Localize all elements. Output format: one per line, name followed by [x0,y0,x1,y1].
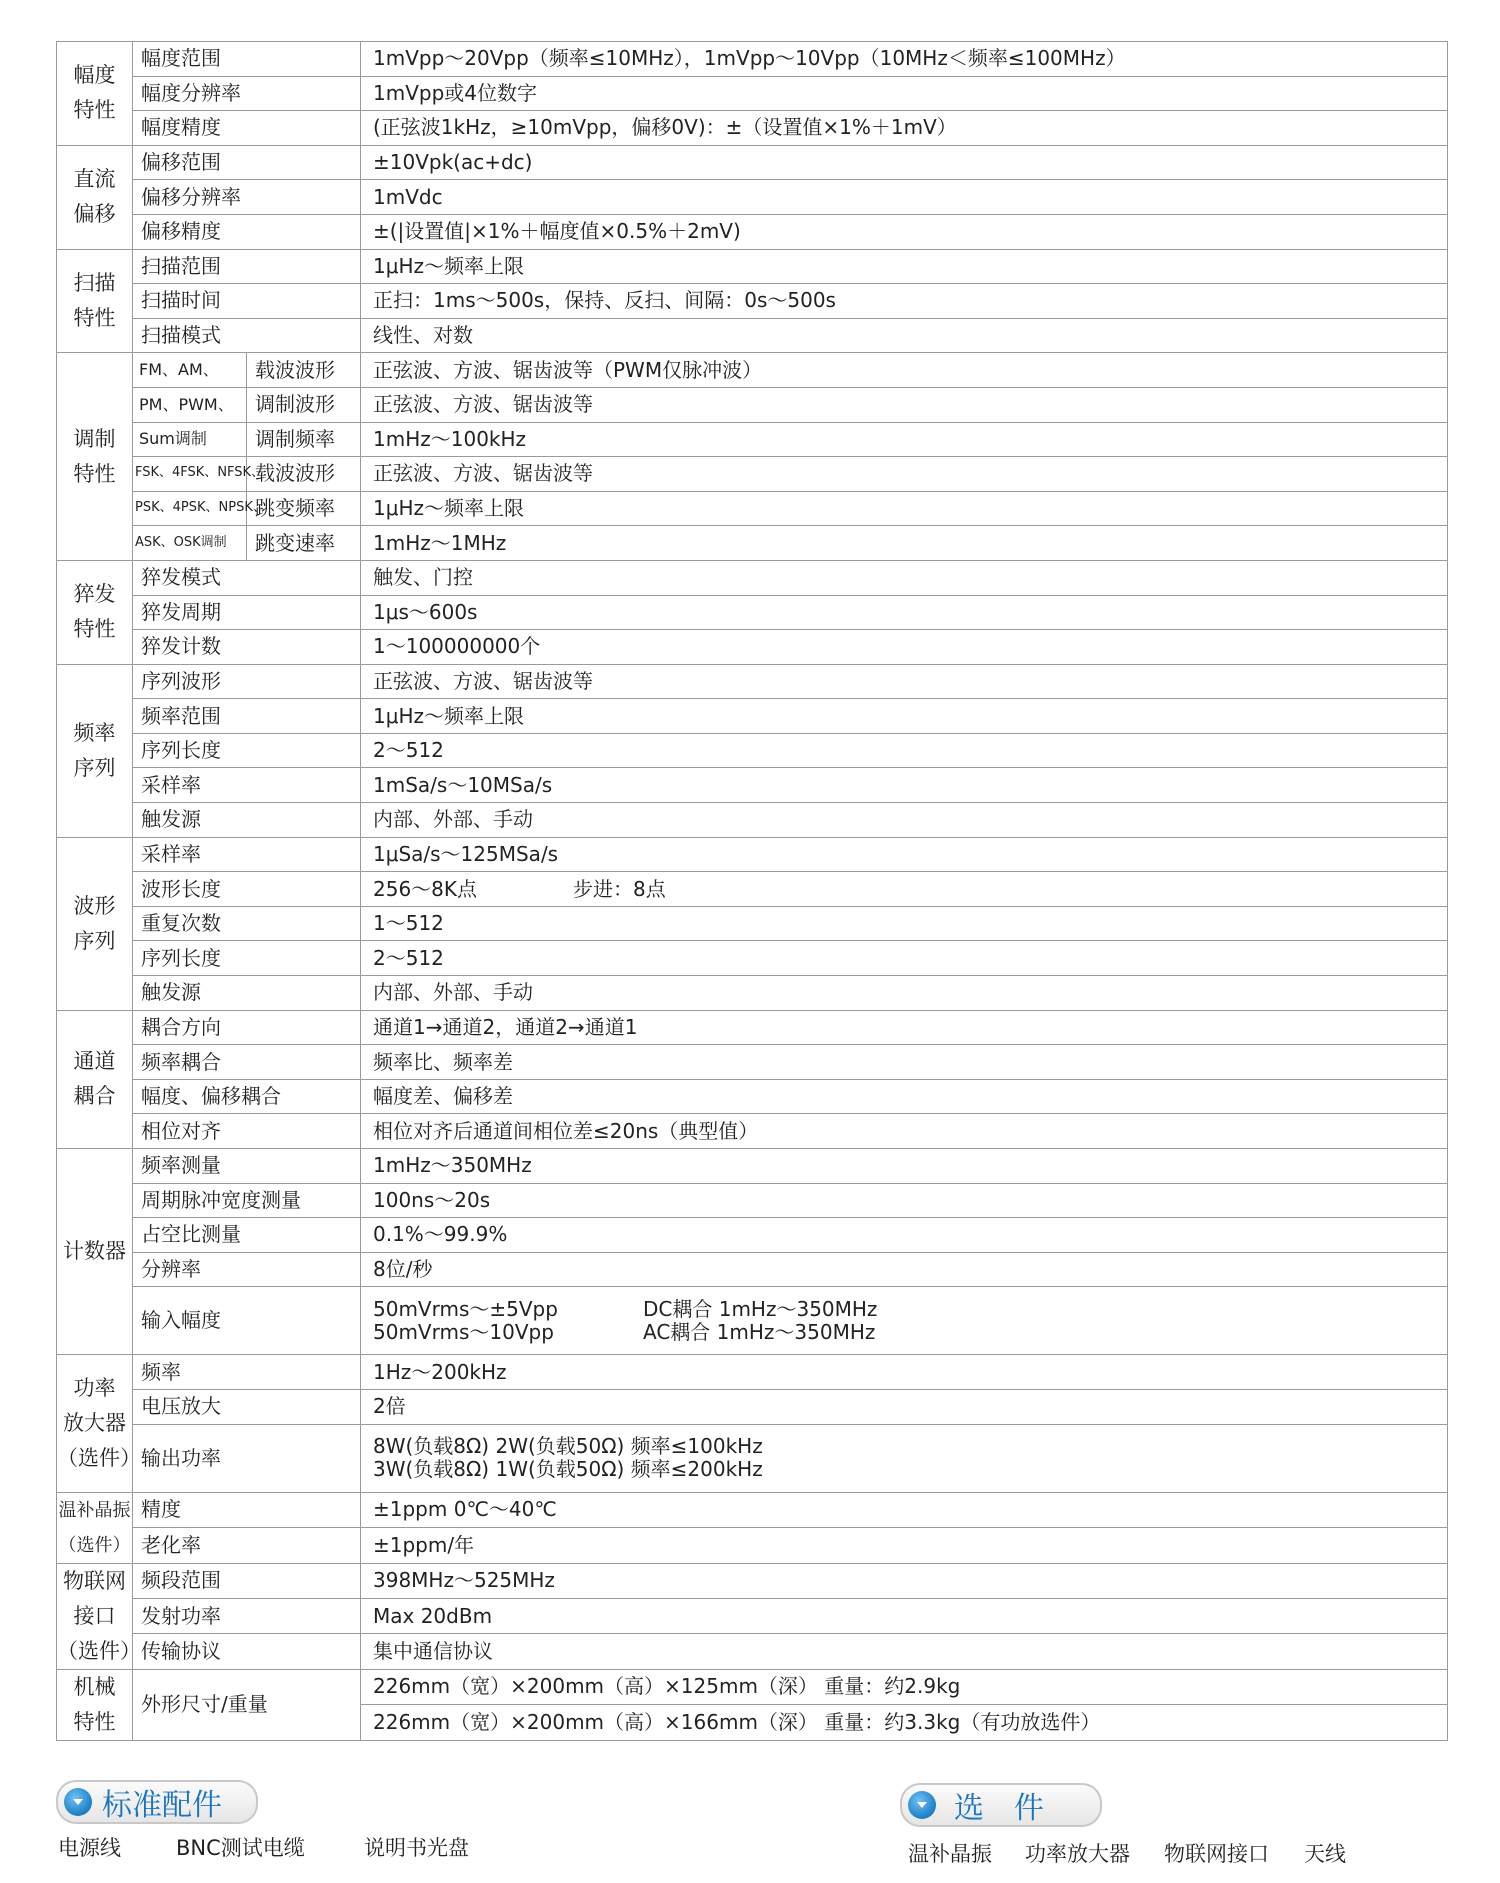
category-burst: 猝发 特性 [57,560,133,664]
param-label: 采样率 [133,768,361,803]
param-value: 2～512 [361,733,1448,768]
param-value: ±(|设置值|×1%＋幅度值×0.5%＋2mV) [361,214,1448,249]
param-label: 外形尺寸/重量 [133,1669,361,1740]
input-range-1: 50mVrms～±5Vpp [373,1296,558,1321]
param-label: 相位对齐 [133,1114,361,1149]
param-label: 频率测量 [133,1149,361,1184]
table-row [57,76,1448,111]
category-counter: 计数器 [57,1149,133,1355]
table-row [57,560,1448,595]
param-value: 1μHz～频率上限 [361,249,1448,284]
param-label: 重复次数 [133,906,361,941]
table-row [57,872,1448,907]
param-label: 波形长度 [133,872,361,907]
param-value: 相位对齐后通道间相位差≤20ns（典型值） [361,1114,1448,1149]
table-row [57,42,1448,77]
param-value: 1mHz～1MHz [361,526,1448,561]
wave-length-value: 256～8K点 [373,876,478,901]
param-value: 100ns～20s [361,1183,1448,1218]
param-label: 偏移分辨率 [133,180,361,215]
param-value: 1mHz～100kHz [361,422,1448,457]
param-label: 采样率 [133,837,361,872]
modulation-type-label: Sum调制 [133,422,247,457]
param-value [361,1287,1448,1355]
table-row [57,457,1448,492]
param-value: 8位/秒 [361,1252,1448,1287]
param-label: 跳变速率 [247,526,361,561]
param-value: ±1ppm 0℃～40℃ [361,1492,1448,1528]
param-label: 序列长度 [133,941,361,976]
category-power-amp: 功率 放大器 （选件） [57,1355,133,1492]
standard-accessories-header [56,1780,258,1824]
param-value: 触发、门控 [361,560,1448,595]
param-label: 输入幅度 [133,1287,361,1355]
param-label: 偏移精度 [133,214,361,249]
table-row [57,768,1448,803]
modulation-type-label: FSK、4FSK、NFSK、 [133,457,247,492]
category-iot: 物联网 接口 （选件） [57,1563,133,1669]
table-row [57,111,1448,146]
param-label: 传输协议 [133,1634,361,1669]
param-value: 正扫：1ms～500s，保持、反扫、间隔：0s～500s [361,284,1448,319]
output-power-line-1: 8W(负载8Ω) 2W(负载50Ω) 频率≤100kHz [373,1434,763,1459]
param-label: 猝发周期 [133,595,361,630]
param-label: 跳变频率 [247,491,361,526]
param-value: 1Hz～200kHz [361,1355,1448,1390]
table-row [57,1149,1448,1184]
param-value: 1～100000000个 [361,630,1448,665]
table-row [57,1563,1448,1598]
param-value: 通道1→通道2，通道2→通道1 [361,1010,1448,1045]
param-label: 序列长度 [133,733,361,768]
param-value: 2～512 [361,941,1448,976]
param-value: 1mVdc [361,180,1448,215]
param-value: 正弦波、方波、锯齿波等 [361,457,1448,492]
param-value: 1～512 [361,906,1448,941]
param-value: 1μSa/s～125MSa/s [361,837,1448,872]
param-label: 输出功率 [133,1424,361,1492]
param-label: 频率范围 [133,699,361,734]
param-label: 幅度精度 [133,111,361,146]
table-row [57,422,1448,457]
param-value: 正弦波、方波、锯齿波等 [361,664,1448,699]
category-tcxo: 温补晶振 （选件） [57,1492,133,1563]
param-value: 内部、外部、手动 [361,976,1448,1011]
param-label: 调制波形 [247,387,361,422]
category-freq-sequence: 频率 序列 [57,664,133,837]
param-value: 1mVpp～20Vpp（频率≤10MHz），1mVpp～10Vpp（10MHz＜频率≤100MHz） [361,42,1448,77]
table-row [57,1252,1448,1287]
param-value: ±10Vpk(ac+dc) [361,145,1448,180]
table-row [57,803,1448,838]
input-range-2: 50mVrms～10Vpp [373,1319,554,1344]
input-coupling-1: DC耦合 1mHz～350MHz [643,1296,878,1321]
param-label: 幅度分辨率 [133,76,361,111]
table-row [57,318,1448,353]
table-row [57,1424,1448,1492]
modulation-type-label: PSK、4PSK、NPSK、 [133,491,247,526]
table-row [57,145,1448,180]
table-row [57,1079,1448,1114]
table-row [57,353,1448,388]
param-label: 电压放大 [133,1389,361,1424]
param-value: 集中通信协议 [361,1634,1448,1669]
param-value: 正弦波、方波、锯齿波等 [361,387,1448,422]
param-label: 频段范围 [133,1563,361,1598]
chevron-down-icon [64,1788,92,1816]
table-row [57,1010,1448,1045]
table-row [57,491,1448,526]
list-item: 功率放大器 [1025,1842,1130,1866]
param-value: 226mm（宽）×200mm（高）×125mm（深） 重量：约2.9kg [361,1669,1448,1705]
param-label: 扫描范围 [133,249,361,284]
param-value: 频率比、频率差 [361,1045,1448,1080]
param-label: 载波波形 [247,353,361,388]
param-label: 载波波形 [247,457,361,492]
category-channel-coupling: 通道 耦合 [57,1010,133,1148]
param-value: 1mVpp或4位数字 [361,76,1448,111]
table-row [57,699,1448,734]
param-value: 1μs～600s [361,595,1448,630]
wave-length-step: 步进：8点 [573,876,666,901]
table-row [57,1183,1448,1218]
table-row [57,1287,1448,1355]
list-item: 电源线 [58,1836,121,1860]
list-item: 说明书光盘 [364,1836,469,1860]
table-row [57,1669,1448,1705]
param-label: 精度 [133,1492,361,1528]
table-row [57,1355,1448,1390]
param-label: 序列波形 [133,664,361,699]
table-row [57,1492,1448,1528]
chevron-down-icon [908,1791,936,1819]
table-row [57,1218,1448,1253]
category-modulation: 调制 特性 [57,353,133,561]
category-dc-offset: 直流 偏移 [57,145,133,249]
param-value: (正弦波1kHz，≥10mVpp，偏移0V)：±（设置值×1%＋1mV） [361,111,1448,146]
param-label: 触发源 [133,976,361,1011]
table-row [57,526,1448,561]
param-label: 占空比测量 [133,1218,361,1253]
table-row [57,387,1448,422]
output-power-line-2: 3W(负载8Ω) 1W(负载50Ω) 频率≤200kHz [373,1457,763,1482]
table-row [57,1634,1448,1669]
standard-accessories-title: 标准配件 [102,1788,222,1823]
modulation-type-label: FM、AM、 [133,353,247,388]
table-row [57,976,1448,1011]
param-label: 幅度范围 [133,42,361,77]
param-label: 触发源 [133,803,361,838]
param-value: 226mm（宽）×200mm（高）×166mm（深） 重量：约3.3kg（有功放选件） [361,1705,1448,1741]
param-value: 398MHz～525MHz [361,1563,1448,1598]
param-label: 扫描时间 [133,284,361,319]
list-item: 物联网接口 [1164,1842,1269,1866]
param-value: 1μHz～频率上限 [361,699,1448,734]
modulation-type-label: PM、PWM、 [133,387,247,422]
param-value: 1μHz～频率上限 [361,491,1448,526]
table-row [57,1114,1448,1149]
table-row [57,630,1448,665]
param-value: 2倍 [361,1389,1448,1424]
options-title: 选 件 [954,1791,1044,1826]
table-row [57,837,1448,872]
table-row [57,1528,1448,1564]
param-label: 频率耦合 [133,1045,361,1080]
table-row [57,1598,1448,1633]
table-row [57,1045,1448,1080]
param-value: 0.1%～99.9% [361,1218,1448,1253]
param-label: 耦合方向 [133,1010,361,1045]
list-item: 温补晶振 [908,1842,992,1866]
options-header [900,1783,1102,1827]
category-amplitude: 幅度 特性 [57,42,133,146]
param-label: 扫描模式 [133,318,361,353]
table-row [57,1389,1448,1424]
table-row [57,664,1448,699]
table-row [57,214,1448,249]
table-row [57,941,1448,976]
param-value: 幅度差、偏移差 [361,1079,1448,1114]
param-label: 幅度、偏移耦合 [133,1079,361,1114]
input-coupling-2: AC耦合 1mHz～350MHz [643,1319,876,1344]
spec-table [56,41,1448,1741]
list-item: 天线 [1304,1842,1346,1866]
category-sweep: 扫描 特性 [57,249,133,353]
param-label: 猝发计数 [133,630,361,665]
param-value: 线性、对数 [361,318,1448,353]
param-value [361,1424,1448,1492]
table-row [57,249,1448,284]
table-row [57,595,1448,630]
param-value: 1mHz～350MHz [361,1149,1448,1184]
param-value: 内部、外部、手动 [361,803,1448,838]
param-label: 发射功率 [133,1598,361,1633]
param-label: 猝发模式 [133,560,361,595]
list-item: BNC测试电缆 [176,1836,305,1860]
table-row [57,180,1448,215]
table-row [57,906,1448,941]
param-label: 频率 [133,1355,361,1390]
param-value: 正弦波、方波、锯齿波等（PWM仅脉冲波） [361,353,1448,388]
param-label: 周期脉冲宽度测量 [133,1183,361,1218]
param-value [361,872,1448,907]
param-value: 1mSa/s～10MSa/s [361,768,1448,803]
param-label: 分辨率 [133,1252,361,1287]
param-label: 调制频率 [247,422,361,457]
category-mechanical: 机械 特性 [57,1669,133,1740]
param-label: 偏移范围 [133,145,361,180]
table-row [57,284,1448,319]
param-value: Max 20dBm [361,1598,1448,1633]
modulation-type-label: ASK、OSK调制 [133,526,247,561]
param-label: 老化率 [133,1528,361,1564]
table-row [57,733,1448,768]
param-value: ±1ppm/年 [361,1528,1448,1564]
category-wave-sequence: 波形 序列 [57,837,133,1010]
